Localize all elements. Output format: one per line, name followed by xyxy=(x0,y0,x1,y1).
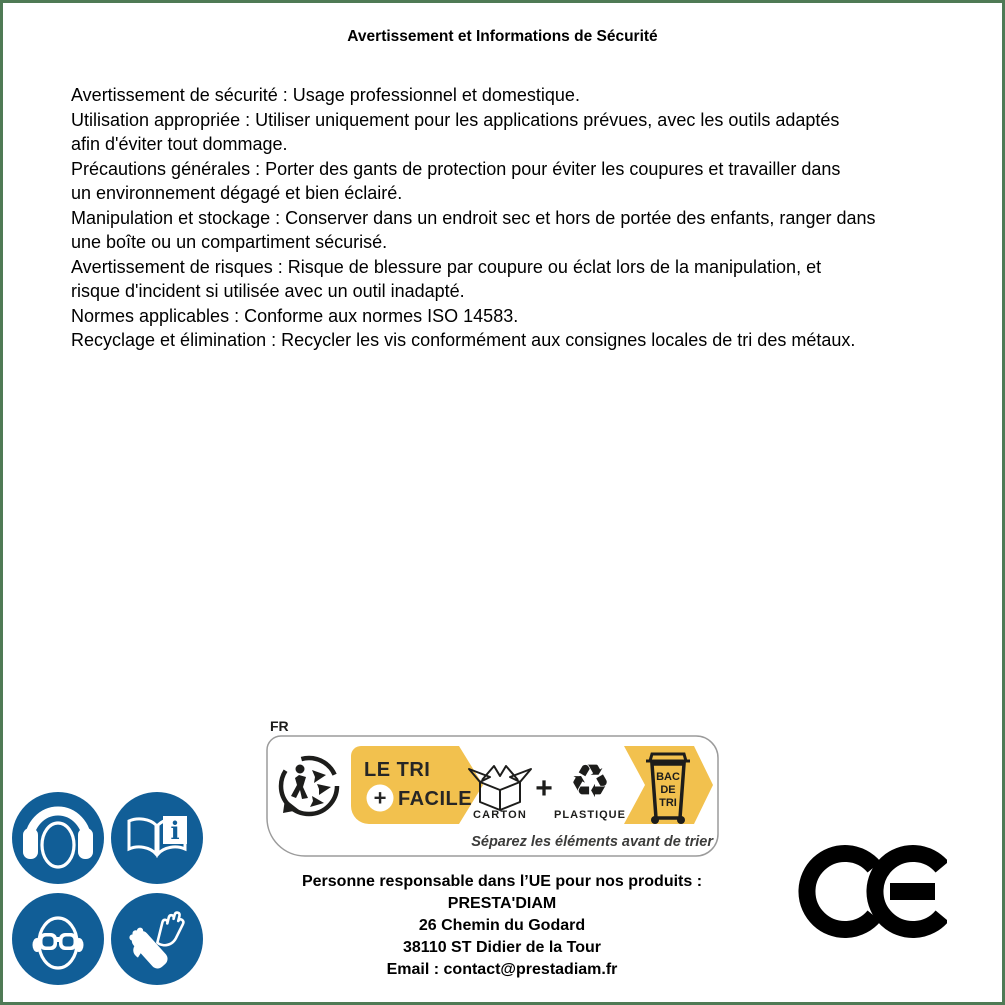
material-1-label: CARTON xyxy=(472,809,528,821)
safety-text-line: Recyclage et élimination : Recycler les vis conformément aux consignes locales de tri des métaux. xyxy=(71,330,856,350)
read-instruction-manual-icon xyxy=(109,790,205,886)
bin-text-line: BAC xyxy=(656,771,680,783)
svg-text:i: i xyxy=(170,816,180,845)
page-title: Avertissement et Informations de Sécurité xyxy=(347,28,658,45)
safety-text-line: Avertissement de sécurité : Usage professionnel et domestique. xyxy=(71,85,580,105)
headline-top: LE TRI xyxy=(364,759,431,781)
safety-text-line: Précautions générales : Porter des gants de protection pour éviter les coupures et travailler dans xyxy=(71,158,841,179)
responsible-line: Personne responsable dans l’UE pour nos produits : xyxy=(301,873,703,890)
headline-bottom: FACILE xyxy=(398,788,473,810)
safety-text-line: Normes applicables : Conforme aux normes ISO 14583. xyxy=(71,305,519,326)
banner-left xyxy=(351,746,483,824)
bin-text-line: TRI xyxy=(659,797,677,809)
safety-text-line: Utilisation appropriée : Utiliser uniquement pour les applications prévues, avec les outils adaptés xyxy=(71,109,840,130)
address-line: 26 Chemin du Godard xyxy=(418,917,586,934)
wear-ear-protection-icon xyxy=(10,790,106,886)
bin-text-line: DE xyxy=(660,784,676,796)
safety-text-line: afin d'éviter tout dommage. xyxy=(71,134,288,154)
wear-protective-gloves-icon xyxy=(109,891,205,987)
plus-sign: + xyxy=(535,772,553,805)
safety-text-line: risque d'incident si utilisée avec un outil inadapté. xyxy=(71,281,465,301)
safety-text-line: un environnement dégagé et bien éclairé. xyxy=(71,183,403,203)
safety-text-line: Avertissement de risques : Risque de blessure par coupure ou éclat lors de la manipulation, et xyxy=(71,256,822,277)
material-2-label: PLASTIQUE xyxy=(554,809,626,821)
country-code-label: FR xyxy=(270,718,289,734)
email-line: Email : contact@prestadiam.fr xyxy=(386,961,618,978)
safety-text-block xyxy=(71,83,981,353)
label-footer: Séparez les éléments avant de trier xyxy=(471,834,713,850)
headline-plus: + xyxy=(373,785,387,811)
wear-eye-protection-icon xyxy=(10,891,106,987)
responsible-person-block xyxy=(242,871,762,981)
safety-text-line: une boîte ou un compartiment sécurisé. xyxy=(71,232,388,252)
company-name: PRESTA'DIAM xyxy=(447,895,557,912)
mandatory-pictograms xyxy=(10,790,205,987)
safety-text-line: Manipulation et stockage : Conserver dans un endroit sec et hors de portée des enfants, ranger dans xyxy=(71,207,876,228)
info-tri-recycling-label xyxy=(265,710,722,858)
recycling-symbol-icon: ♻ xyxy=(569,755,611,807)
ce-mark-icon xyxy=(795,841,947,945)
address-line: 38110 ST Didier de la Tour xyxy=(403,939,601,956)
